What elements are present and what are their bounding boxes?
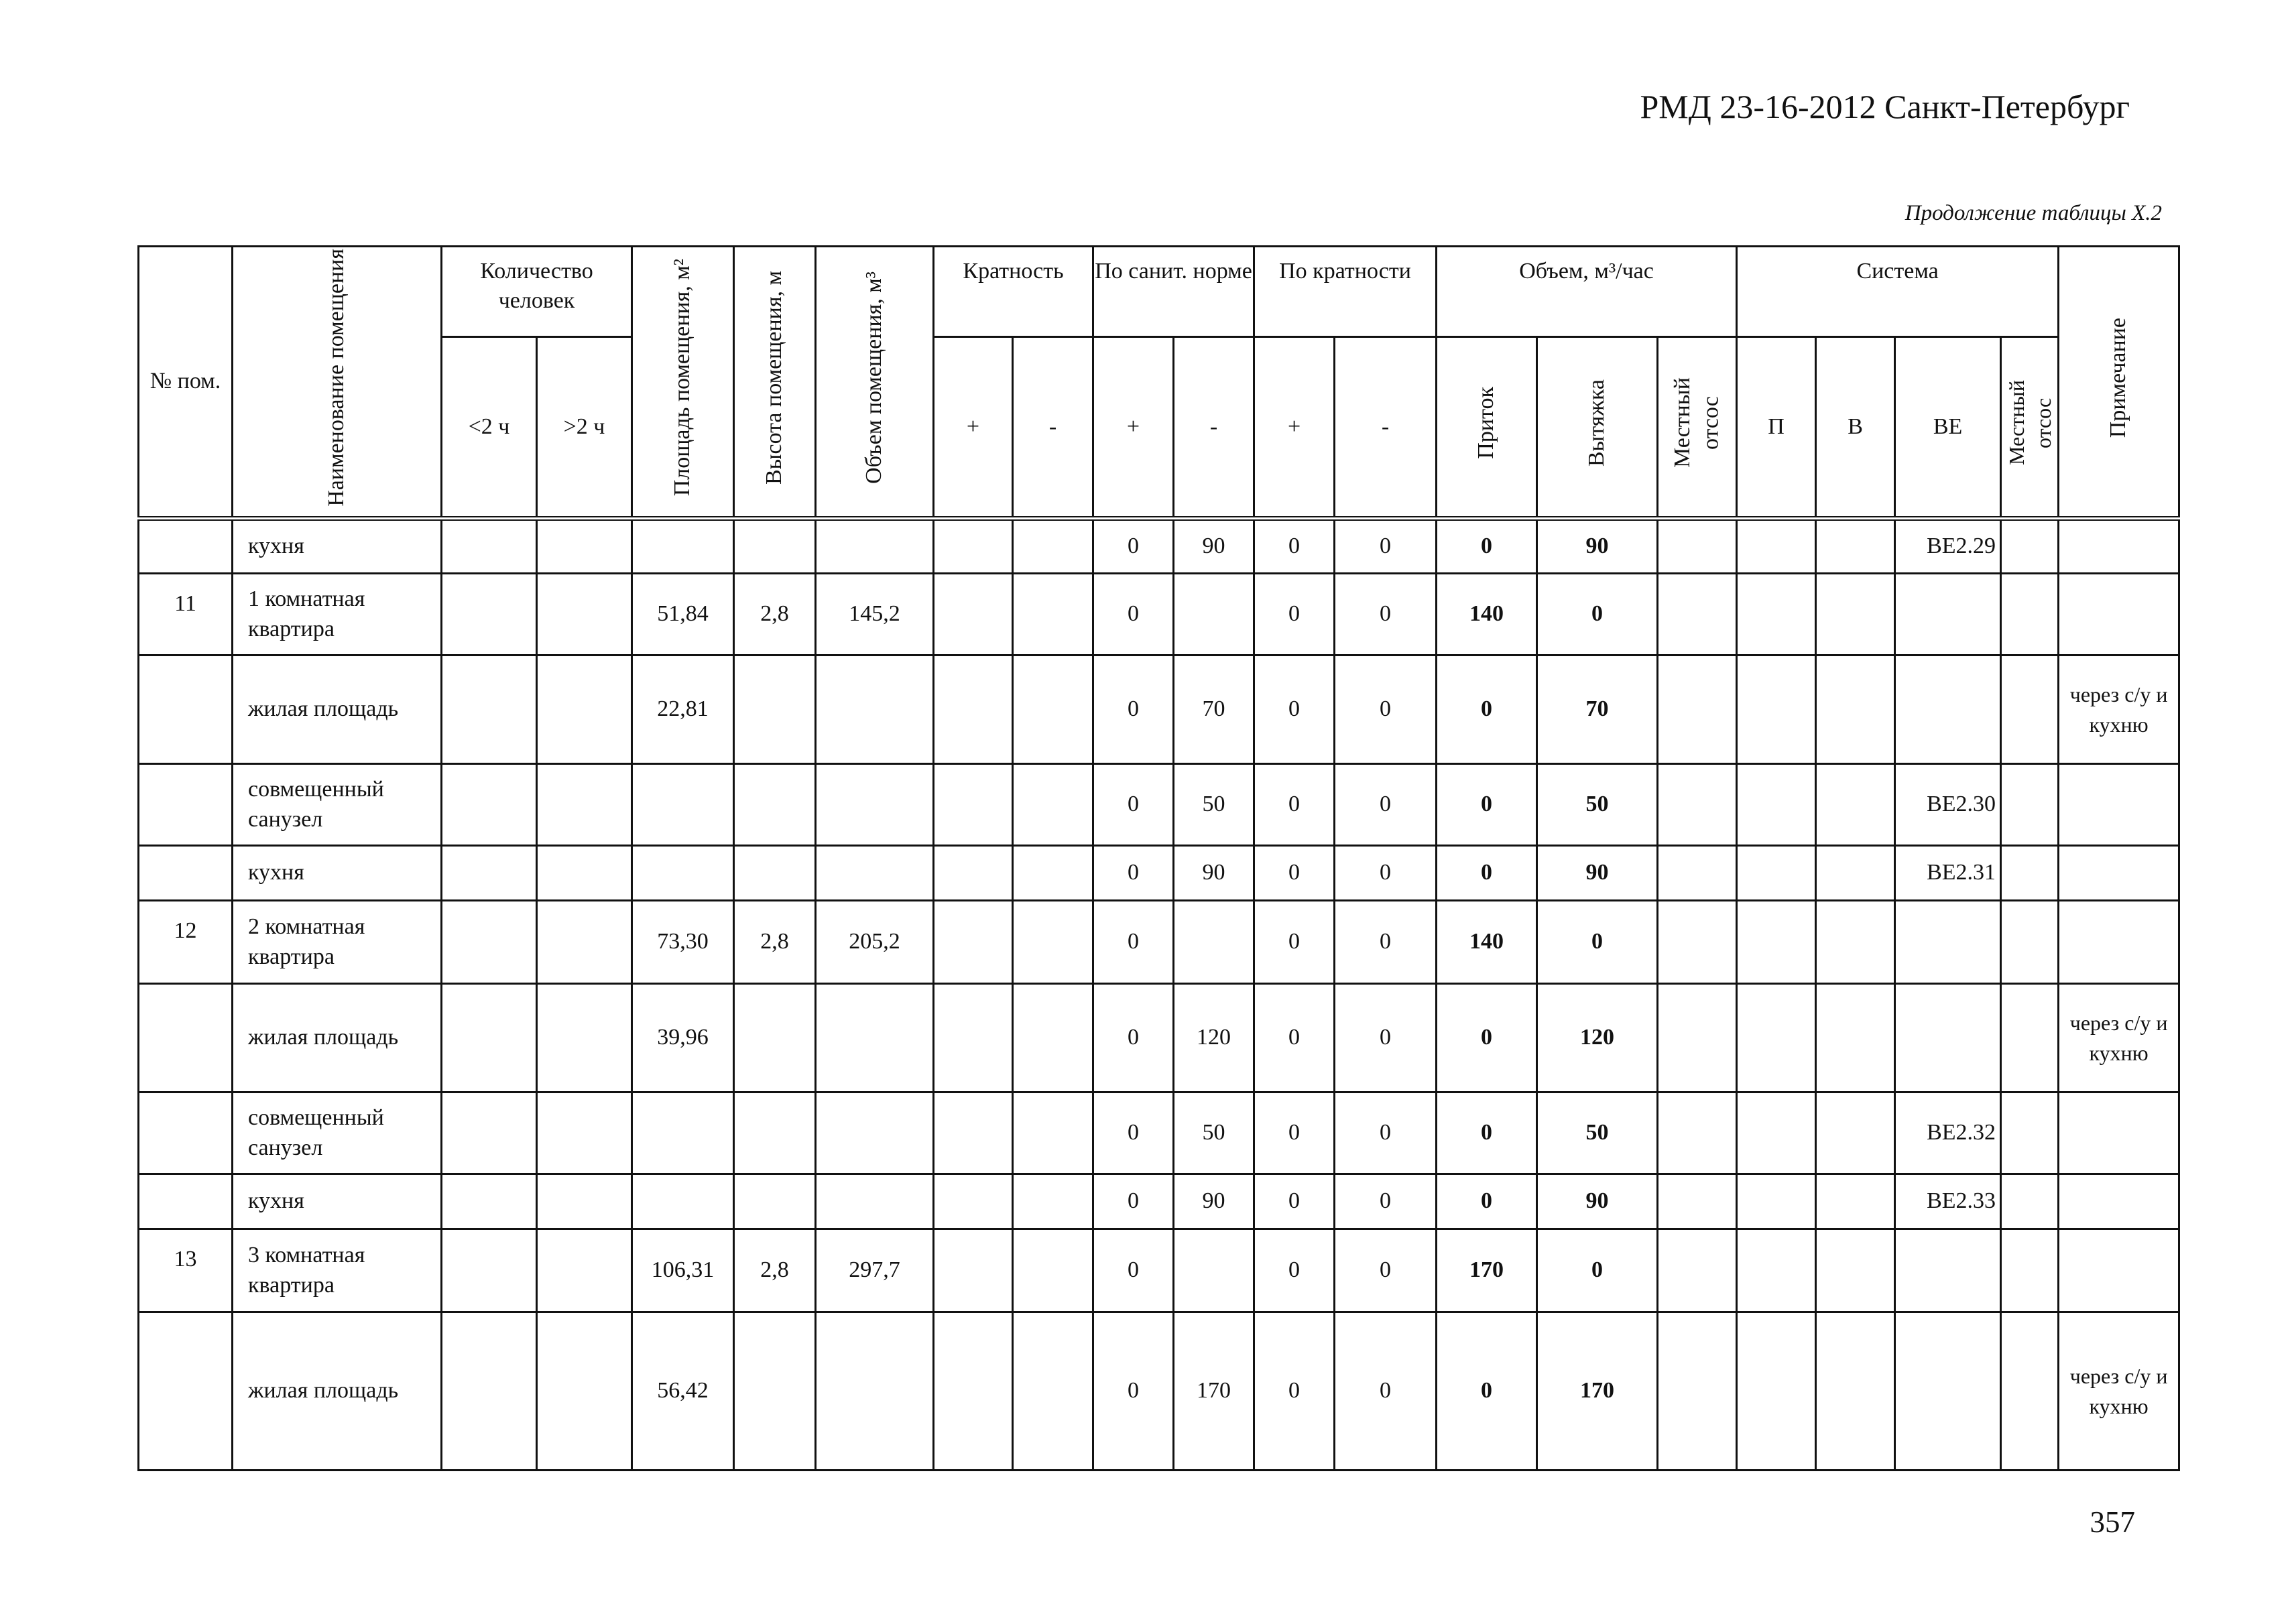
- cell-bp: 0: [1254, 901, 1335, 984]
- cell-gt2: [537, 1312, 632, 1471]
- cell-otsos: [1658, 1174, 1737, 1229]
- table-row: [139, 846, 2179, 901]
- page-number: 357: [2090, 1505, 2135, 1539]
- cell-name: жилая площадь: [233, 984, 442, 1093]
- cell-km: [1013, 519, 1093, 574]
- cell-km: [1013, 1174, 1093, 1229]
- cell-note: [2059, 1229, 2179, 1312]
- table-continuation-caption: Продолжение таблицы Х.2: [1905, 201, 2162, 225]
- cell-lt2: [442, 1174, 537, 1229]
- cell-ms: [2001, 1229, 2059, 1312]
- cell-otsos: [1658, 901, 1737, 984]
- cell-no: [139, 519, 233, 574]
- cell-name: кухня: [233, 846, 442, 901]
- cell-no: 11: [139, 574, 233, 656]
- cell-no: [139, 1312, 233, 1471]
- cell-bm: 0: [1335, 984, 1437, 1093]
- cell-vyt: 90: [1537, 519, 1658, 574]
- cell-gt2: [537, 1229, 632, 1312]
- cell-sp: 0: [1093, 1312, 1174, 1471]
- header-sanit-plus: +: [1093, 337, 1174, 519]
- cell-kp: [934, 1312, 1013, 1471]
- cell-bm: 0: [1335, 1174, 1437, 1229]
- cell-note: через с/у и кухню: [2059, 656, 2179, 764]
- cell-sm: 70: [1174, 656, 1254, 764]
- cell-gt2: [537, 519, 632, 574]
- cell-volume: 145,2: [816, 574, 934, 656]
- cell-area: 51,84: [632, 574, 734, 656]
- cell-kp: [934, 846, 1013, 901]
- cell-lt2: [442, 656, 537, 764]
- cell-ms: [2001, 764, 2059, 846]
- cell-VE: ВЕ2.32: [1895, 1093, 2001, 1174]
- cell-vyt: 50: [1537, 1093, 1658, 1174]
- table-row: [139, 764, 2179, 846]
- cell-kp: [934, 984, 1013, 1093]
- cell-no: [139, 764, 233, 846]
- cell-note: [2059, 1174, 2179, 1229]
- cell-km: [1013, 1229, 1093, 1312]
- cell-kp: [934, 656, 1013, 764]
- cell-pritok: 0: [1437, 1093, 1537, 1174]
- header-bykrat-plus: +: [1254, 337, 1335, 519]
- cell-pritok: 140: [1437, 574, 1537, 656]
- cell-P: [1737, 656, 1816, 764]
- cell-area: [632, 764, 734, 846]
- cell-height: [734, 1093, 816, 1174]
- cell-volume: 205,2: [816, 901, 934, 984]
- cell-note: [2059, 1093, 2179, 1174]
- cell-bp: 0: [1254, 846, 1335, 901]
- cell-name: 2 комнатная квартира: [233, 901, 442, 984]
- cell-km: [1013, 984, 1093, 1093]
- cell-otsos: [1658, 846, 1737, 901]
- header-kratnost: Кратность: [934, 247, 1093, 337]
- header-room-no: № пом.: [139, 247, 233, 519]
- cell-vyt: 90: [1537, 1174, 1658, 1229]
- cell-no: 12: [139, 901, 233, 984]
- header-bykrat-minus: -: [1335, 337, 1437, 519]
- cell-sm: 90: [1174, 1174, 1254, 1229]
- cell-otsos: [1658, 1312, 1737, 1471]
- cell-volume: [816, 519, 934, 574]
- cell-note: через с/у и кухню: [2059, 1312, 2179, 1471]
- cell-otsos: [1658, 1229, 1737, 1312]
- table-row: [139, 901, 2179, 984]
- cell-sm: [1174, 1229, 1254, 1312]
- table-row: [139, 1093, 2179, 1174]
- cell-VE: [1895, 656, 2001, 764]
- table-row: [139, 519, 2179, 574]
- header-system-p: П: [1737, 337, 1816, 519]
- cell-height: [734, 519, 816, 574]
- cell-km: [1013, 901, 1093, 984]
- cell-ms: [2001, 656, 2059, 764]
- header-sanit: По санит. норме: [1093, 247, 1254, 337]
- cell-otsos: [1658, 519, 1737, 574]
- cell-VE: ВЕ2.30: [1895, 764, 2001, 846]
- cell-height: [734, 984, 816, 1093]
- page-header: РМД 23-16-2012 Санкт-Петербург: [1640, 88, 2130, 125]
- cell-lt2: [442, 901, 537, 984]
- cell-lt2: [442, 519, 537, 574]
- header-height: Высота помещения, м: [734, 247, 816, 519]
- cell-bp: 0: [1254, 574, 1335, 656]
- cell-bp: 0: [1254, 519, 1335, 574]
- cell-ms: [2001, 1174, 2059, 1229]
- header-sanit-minus: -: [1174, 337, 1254, 519]
- cell-volume: 297,7: [816, 1229, 934, 1312]
- cell-P: [1737, 574, 1816, 656]
- header-note: Примечание: [2059, 247, 2179, 519]
- header-vytyazhka: Вытяжка: [1537, 337, 1658, 519]
- cell-bp: 0: [1254, 1229, 1335, 1312]
- cell-VE: ВЕ2.29: [1895, 519, 2001, 574]
- cell-sm: [1174, 901, 1254, 984]
- header-volume-rate: Объем, м³/час: [1437, 247, 1737, 337]
- cell-sp: 0: [1093, 656, 1174, 764]
- cell-V: [1816, 901, 1895, 984]
- cell-VE: [1895, 901, 2001, 984]
- cell-sp: 0: [1093, 519, 1174, 574]
- cell-gt2: [537, 846, 632, 901]
- cell-note: [2059, 574, 2179, 656]
- cell-name: жилая площадь: [233, 656, 442, 764]
- cell-km: [1013, 846, 1093, 901]
- cell-no: 13: [139, 1229, 233, 1312]
- cell-bm: 0: [1335, 1093, 1437, 1174]
- cell-vyt: 50: [1537, 764, 1658, 846]
- cell-ms: [2001, 984, 2059, 1093]
- cell-sp: 0: [1093, 1093, 1174, 1174]
- cell-lt2: [442, 1093, 537, 1174]
- table-row: [139, 1174, 2179, 1229]
- cell-P: [1737, 519, 1816, 574]
- cell-km: [1013, 764, 1093, 846]
- header-system: Система: [1737, 247, 2059, 337]
- cell-lt2: [442, 846, 537, 901]
- cell-gt2: [537, 984, 632, 1093]
- header-system-mestny-otsos: Местный отсос: [2001, 337, 2059, 519]
- cell-P: [1737, 984, 1816, 1093]
- cell-area: 22,81: [632, 656, 734, 764]
- table-row: [139, 1312, 2179, 1471]
- cell-ms: [2001, 1312, 2059, 1471]
- cell-name: 1 комнатная квартира: [233, 574, 442, 656]
- cell-kp: [934, 764, 1013, 846]
- cell-pritok: 140: [1437, 901, 1537, 984]
- cell-gt2: [537, 1174, 632, 1229]
- cell-lt2: [442, 574, 537, 656]
- cell-P: [1737, 901, 1816, 984]
- cell-sp: 0: [1093, 901, 1174, 984]
- cell-volume: [816, 764, 934, 846]
- cell-VE: [1895, 1312, 2001, 1471]
- cell-bm: 0: [1335, 846, 1437, 901]
- cell-vyt: 0: [1537, 1229, 1658, 1312]
- cell-vyt: 70: [1537, 656, 1658, 764]
- header-volume: Объем помещения, м³: [816, 247, 934, 519]
- cell-no: [139, 1174, 233, 1229]
- cell-name: совмещенный санузел: [233, 764, 442, 846]
- cell-V: [1816, 764, 1895, 846]
- cell-ms: [2001, 1093, 2059, 1174]
- cell-bm: 0: [1335, 656, 1437, 764]
- cell-P: [1737, 1312, 1816, 1471]
- cell-sm: 50: [1174, 764, 1254, 846]
- header-pritok: Приток: [1437, 337, 1537, 519]
- cell-V: [1816, 984, 1895, 1093]
- cell-sm: 50: [1174, 1093, 1254, 1174]
- cell-ms: [2001, 574, 2059, 656]
- cell-area: 106,31: [632, 1229, 734, 1312]
- cell-name: 3 комнатная квартира: [233, 1229, 442, 1312]
- cell-name: жилая площадь: [233, 1312, 442, 1471]
- cell-vyt: 0: [1537, 901, 1658, 984]
- cell-km: [1013, 656, 1093, 764]
- cell-pritok: 0: [1437, 656, 1537, 764]
- cell-volume: [816, 846, 934, 901]
- cell-V: [1816, 574, 1895, 656]
- table-row: [139, 984, 2179, 1093]
- cell-bp: 0: [1254, 1174, 1335, 1229]
- cell-note: через с/у и кухню: [2059, 984, 2179, 1093]
- cell-P: [1737, 846, 1816, 901]
- cell-lt2: [442, 764, 537, 846]
- cell-sp: 0: [1093, 1174, 1174, 1229]
- cell-bp: 0: [1254, 656, 1335, 764]
- cell-otsos: [1658, 574, 1737, 656]
- cell-height: [734, 764, 816, 846]
- cell-volume: [816, 984, 934, 1093]
- cell-lt2: [442, 984, 537, 1093]
- cell-V: [1816, 846, 1895, 901]
- table-row: [139, 656, 2179, 764]
- cell-height: 2,8: [734, 901, 816, 984]
- cell-V: [1816, 656, 1895, 764]
- cell-note: [2059, 519, 2179, 574]
- cell-no: [139, 846, 233, 901]
- cell-pritok: 0: [1437, 764, 1537, 846]
- cell-otsos: [1658, 764, 1737, 846]
- cell-P: [1737, 764, 1816, 846]
- cell-lt2: [442, 1229, 537, 1312]
- ventilation-table: [137, 245, 2180, 1471]
- cell-bm: 0: [1335, 574, 1437, 656]
- header-people: Количество человек: [442, 247, 632, 337]
- cell-otsos: [1658, 984, 1737, 1093]
- cell-sp: 0: [1093, 764, 1174, 846]
- cell-note: [2059, 764, 2179, 846]
- cell-area: [632, 1093, 734, 1174]
- cell-V: [1816, 1312, 1895, 1471]
- header-area: Площадь помещения, м²: [632, 247, 734, 519]
- cell-bm: 0: [1335, 1312, 1437, 1471]
- cell-VE: ВЕ2.31: [1895, 846, 2001, 901]
- cell-kp: [934, 1093, 1013, 1174]
- header-kratnost-minus: -: [1013, 337, 1093, 519]
- cell-pritok: 170: [1437, 1229, 1537, 1312]
- cell-pritok: 0: [1437, 984, 1537, 1093]
- header-system-v: В: [1816, 337, 1895, 519]
- cell-height: 2,8: [734, 574, 816, 656]
- cell-P: [1737, 1229, 1816, 1312]
- cell-bp: 0: [1254, 984, 1335, 1093]
- cell-gt2: [537, 1093, 632, 1174]
- cell-bp: 0: [1254, 1312, 1335, 1471]
- cell-bm: 0: [1335, 1229, 1437, 1312]
- cell-V: [1816, 1174, 1895, 1229]
- cell-name: кухня: [233, 1174, 442, 1229]
- cell-sp: 0: [1093, 984, 1174, 1093]
- cell-area: 73,30: [632, 901, 734, 984]
- cell-otsos: [1658, 656, 1737, 764]
- cell-km: [1013, 1093, 1093, 1174]
- cell-kp: [934, 519, 1013, 574]
- cell-vyt: 0: [1537, 574, 1658, 656]
- cell-gt2: [537, 656, 632, 764]
- cell-volume: [816, 656, 934, 764]
- cell-km: [1013, 574, 1093, 656]
- cell-gt2: [537, 764, 632, 846]
- cell-area: [632, 1174, 734, 1229]
- cell-bp: 0: [1254, 1093, 1335, 1174]
- table-row: [139, 574, 2179, 656]
- cell-vyt: 170: [1537, 1312, 1658, 1471]
- cell-volume: [816, 1093, 934, 1174]
- cell-name: кухня: [233, 519, 442, 574]
- cell-height: 2,8: [734, 1229, 816, 1312]
- header-lt2: <2 ч: [442, 337, 537, 519]
- cell-name: совмещенный санузел: [233, 1093, 442, 1174]
- cell-volume: [816, 1312, 934, 1471]
- cell-kp: [934, 901, 1013, 984]
- cell-height: [734, 1312, 816, 1471]
- cell-no: [139, 984, 233, 1093]
- cell-V: [1816, 1229, 1895, 1312]
- cell-height: [734, 1174, 816, 1229]
- cell-VE: ВЕ2.33: [1895, 1174, 2001, 1229]
- cell-bm: 0: [1335, 901, 1437, 984]
- cell-area: 56,42: [632, 1312, 734, 1471]
- cell-pritok: 0: [1437, 1174, 1537, 1229]
- header-system-ve: ВЕ: [1895, 337, 2001, 519]
- header-kratnost-plus: +: [934, 337, 1013, 519]
- cell-pritok: 0: [1437, 846, 1537, 901]
- cell-note: [2059, 846, 2179, 901]
- cell-lt2: [442, 1312, 537, 1471]
- cell-otsos: [1658, 1093, 1737, 1174]
- cell-P: [1737, 1174, 1816, 1229]
- cell-vyt: 90: [1537, 846, 1658, 901]
- cell-V: [1816, 1093, 1895, 1174]
- cell-VE: [1895, 984, 2001, 1093]
- header-room-name: Наименование помещения: [233, 247, 442, 519]
- cell-kp: [934, 1229, 1013, 1312]
- cell-pritok: 0: [1437, 519, 1537, 574]
- cell-sp: 0: [1093, 846, 1174, 901]
- cell-note: [2059, 901, 2179, 984]
- cell-bm: 0: [1335, 519, 1437, 574]
- cell-volume: [816, 1174, 934, 1229]
- cell-ms: [2001, 519, 2059, 574]
- cell-kp: [934, 574, 1013, 656]
- cell-ms: [2001, 846, 2059, 901]
- cell-sm: 90: [1174, 846, 1254, 901]
- cell-vyt: 120: [1537, 984, 1658, 1093]
- cell-kp: [934, 1174, 1013, 1229]
- cell-sp: 0: [1093, 574, 1174, 656]
- cell-bp: 0: [1254, 764, 1335, 846]
- cell-sm: 170: [1174, 1312, 1254, 1471]
- cell-area: [632, 519, 734, 574]
- cell-bm: 0: [1335, 764, 1437, 846]
- cell-V: [1816, 519, 1895, 574]
- cell-gt2: [537, 901, 632, 984]
- cell-VE: [1895, 1229, 2001, 1312]
- cell-height: [734, 656, 816, 764]
- cell-P: [1737, 1093, 1816, 1174]
- cell-area: 39,96: [632, 984, 734, 1093]
- cell-VE: [1895, 574, 2001, 656]
- cell-height: [734, 846, 816, 901]
- cell-sp: 0: [1093, 1229, 1174, 1312]
- cell-area: [632, 846, 734, 901]
- cell-no: [139, 656, 233, 764]
- header-gt2: >2 ч: [537, 337, 632, 519]
- cell-ms: [2001, 901, 2059, 984]
- header-mestny-otsos: Местный отсос: [1658, 337, 1737, 519]
- cell-no: [139, 1093, 233, 1174]
- cell-sm: 120: [1174, 984, 1254, 1093]
- cell-sm: [1174, 574, 1254, 656]
- table-row: [139, 1229, 2179, 1312]
- cell-km: [1013, 1312, 1093, 1471]
- header-by-kratnost: По кратности: [1254, 247, 1437, 337]
- cell-sm: 90: [1174, 519, 1254, 574]
- cell-gt2: [537, 574, 632, 656]
- cell-pritok: 0: [1437, 1312, 1537, 1471]
